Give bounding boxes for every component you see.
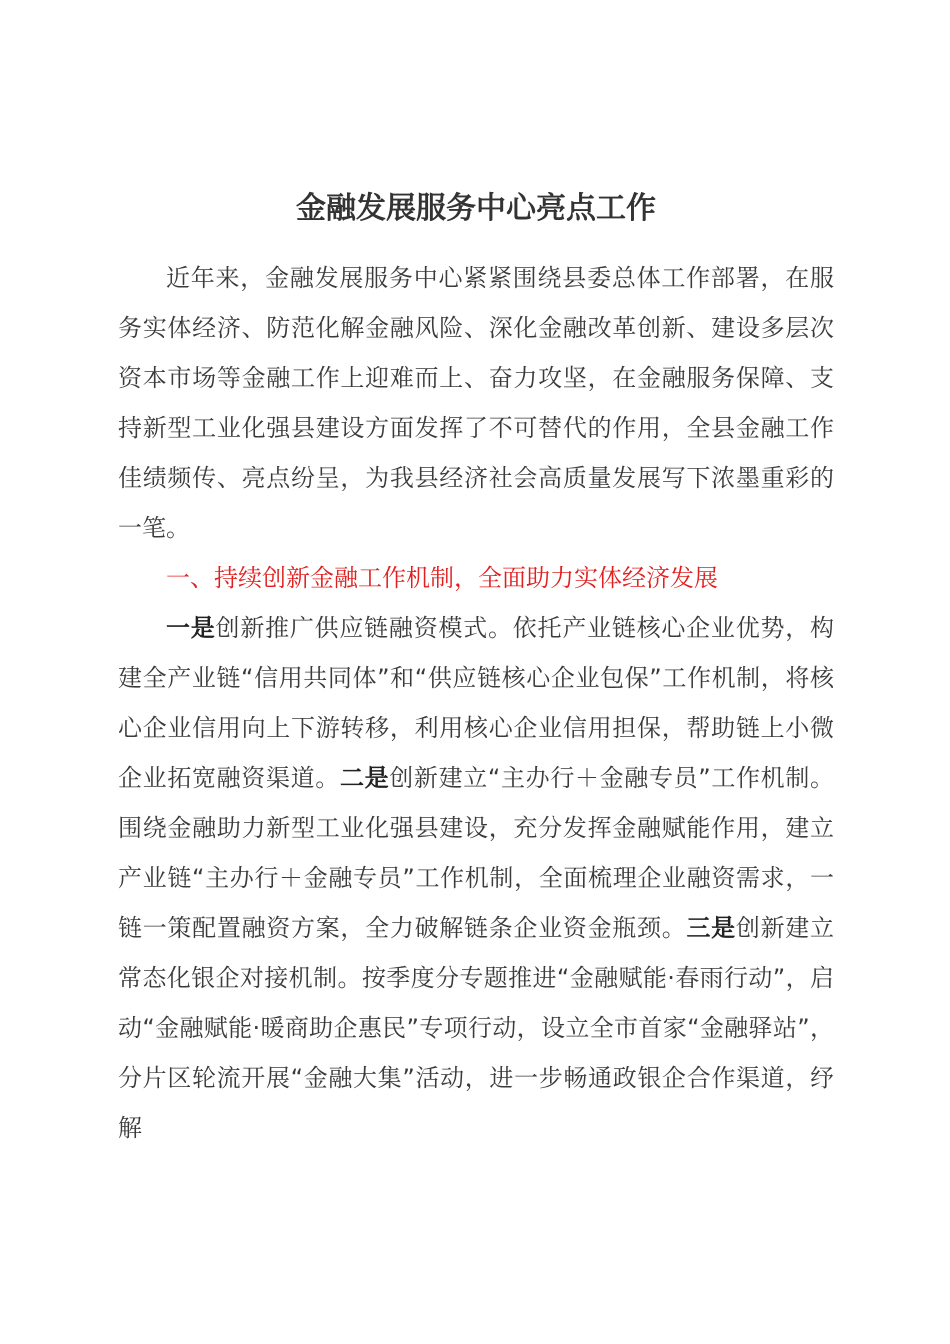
intro-paragraph: 近年来，金融发展服务中心紧紧围绕县委总体工作部署，在服务实体经济、防范化解金融风险、深化金融改革创新、建设多层次资本市场等金融工作上迎难而上、奋力攻坚，在金融服务保障、支持新型工业化强县建设方面发挥了不可替代的作用，全县金融工作佳绩频传、亮点纷呈，为我县经济社会高质量发展写下浓墨重彩的一笔。 <box>118 264 834 542</box>
document-body <box>118 253 834 1153</box>
lead-marker-1: 一是 <box>166 614 216 642</box>
document-title: 金融发展服务中心亮点工作 <box>296 191 656 226</box>
section-text-2: 创新建立“主办行＋金融专员”工作机制。围绕金融助力新型工业化强县建设，充分发挥金融赋能作用，建立产业链“主办行＋金融专员”工作机制，全面梳理企业融资需求，一链一策配置融资方案，全力破解链条企业资金瓶颈。 <box>118 764 835 942</box>
section-heading: 一、持续创新金融工作机制，全面助力实体经济发展 <box>166 564 718 592</box>
section-text-1: 创新推广供应链融资模式。依托产业链核心企业优势，构建全产业链“信用共同体”和“供应链核心企业包保”工作机制，将核心企业信用向上下游转移，利用核心企业信用担保，帮助链上小微企业拓宽融资渠道。 <box>118 614 835 792</box>
lead-marker-2: 二是 <box>339 764 390 792</box>
lead-marker-3: 三是 <box>686 914 736 942</box>
section-text-3: 创新建立常态化银企对接机制。按季度分专题推进“金融赋能·春雨行动”，启动“金融赋能·暖商助企惠民”专项行动，设立全市首家“金融驿站”，分片区轮流开展“金融大集”活动，进一步畅通政银企合作渠道，纾解 <box>118 914 835 1142</box>
section-paragraph <box>118 603 834 1153</box>
